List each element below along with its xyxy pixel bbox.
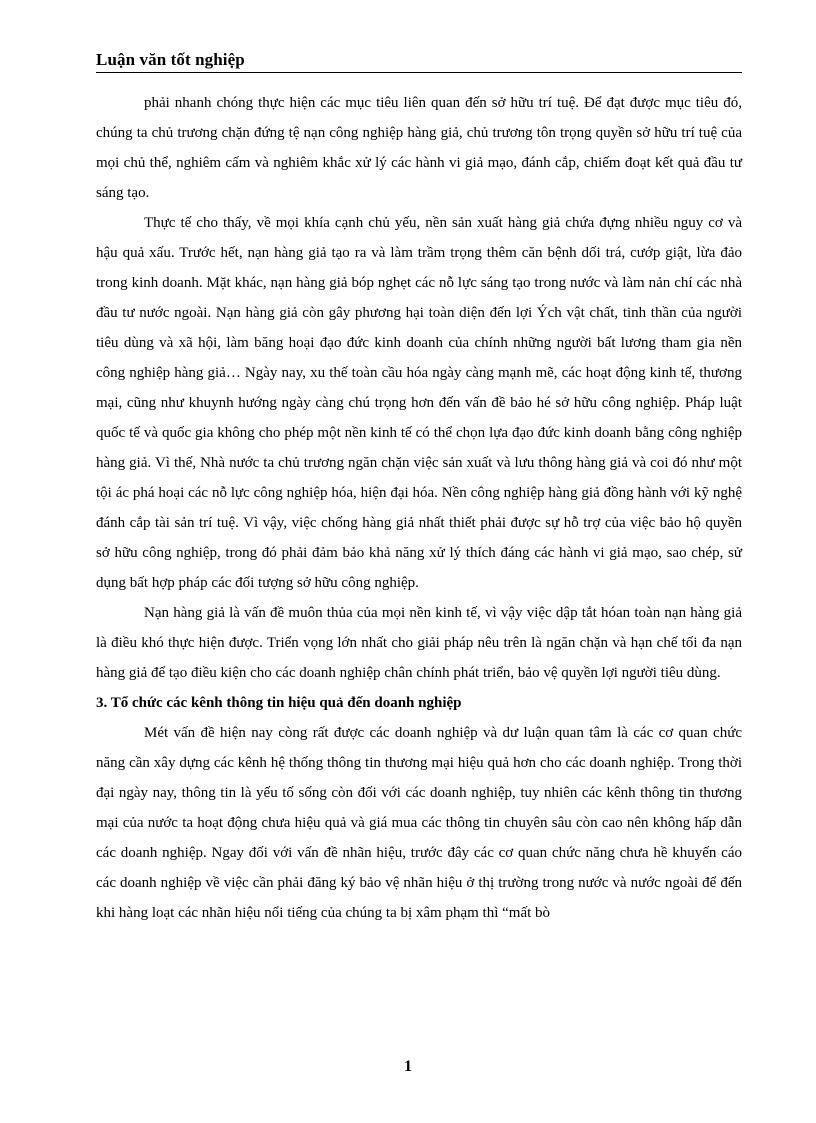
page-header	[96, 48, 742, 73]
paragraph: Thực tế cho thấy, về mọi khía cạnh chủ yếu, nền sản xuất hàng giả chứa đựng nhiều nguy cơ và hậu quả xấu. Trước hết, nạn hàng giả tạo ra và làm trầm trọng thêm căn bệnh dối trá, cướp giật, lừa đảo trong kinh doanh. Mặt khác, nạn hàng giả bóp nghẹt các nỗ lực sáng tạo trong nước và làm nản chí các nhà đầu tư nước ngoài. Nạn hàng giả còn gây phương hại toàn diện đến lợi Ých vật chất, tinh thần của người tiêu dùng và xã hội, làm băng hoại đạo đức kinh doanh của chính những người bất lương tham gia nền công nghiệp hàng giả… Ngày nay, xu thế toàn cầu hóa ngày càng mạnh mẽ, các hoạt động kinh tế, thương mại, cũng như khuynh hướng ngày càng chú trọng hơn đến vấn đề bảo hé sở hữu công nghiệp. Pháp luật quốc tế và quốc gia không cho phép một nền kinh tế có thể chọn lựa đạo đức kinh doanh bằng công nghiệp hàng giả. Vì thế, Nhà nước ta chủ trương ngăn chặn việc sản xuất và lưu thông hàng giả và coi đó như một tội ác phá hoại các nỗ lực công nghiệp hóa, hiện đại hóa. Nền công nghiệp hàng giả đồng hành với kỹ nghệ đánh cắp tài sản trí tuệ. Vì vậy, việc chống hàng giả nhất thiết phải được sự hỗ trợ của việc bảo hộ quyền sở hữu công nghiệp, trong đó phải đảm bảo khả năng xử lý thích đáng các hành vi giả mạo, sao chép, sử dụng bất hợp pháp các đối tượng sở hữu công nghiệp.	[96, 215, 742, 591]
paragraph: phải nhanh chóng thực hiện các mục tiêu liên quan đến sở hữu trí tuệ. Để đạt được mục tiêu đó, chúng ta chủ trương chặn đứng tệ nạn công nghiệp hàng giả, chủ trương tôn trọng quyền sở hữu trí tuệ của mọi chủ thể, nghiêm cấm và nghiêm khắc xử lý các hành vi giả mạo, đánh cắp, chiếm đoạt kết quả đầu tư sáng tạo.	[96, 95, 742, 201]
section-heading: 3. Tổ chức các kênh thông tin hiệu quả đến doanh nghiệp	[96, 695, 462, 711]
page-number: 1	[404, 1058, 412, 1075]
header-title: Luận văn tốt nghiệp	[96, 50, 245, 69]
document-body	[96, 88, 742, 928]
paragraph: Nạn hàng giả là vấn đề muôn thủa của mọi nền kinh tế, vì vậy việc dập tắt hóan toàn nạn hàng giả là điều khó thực hiện được. Triển vọng lớn nhất cho giải pháp nêu trên là ngăn chặn và hạn chế tối đa nạn hàng giả để tạo điều kiện cho các doanh nghiệp chân chính phát triển, bảo vệ quyền lợi người tiêu dùng.	[96, 605, 742, 681]
paragraph: Mét vấn đề hiện nay còng rất được các doanh nghiệp và dư luận quan tâm là các cơ quan chức năng cần xây dựng các kênh hệ thống thông tin thương mại hiệu quả hơn cho các doanh nghiệp. Trong thời đại ngày nay, thông tin là yếu tố sống còn đối với các doanh nghiệp, tuy nhiên các kênh thông tin thương mại của nước ta hoạt động chưa hiệu quả và giá mua các thông tin chuyên sâu còn cao nên không hấp dẫn các doanh nghiệp. Ngay đối với vấn đề nhãn hiệu, trước đây các cơ quan chức năng chưa hề khuyến cáo các doanh nghiệp về việc cần phải đăng ký bảo vệ nhãn hiệu ở thị trường trong nước và nước ngoài để đến khi hàng loạt các nhãn hiệu nổi tiếng của chúng ta bị xâm phạm thì “mất bò	[96, 725, 742, 921]
